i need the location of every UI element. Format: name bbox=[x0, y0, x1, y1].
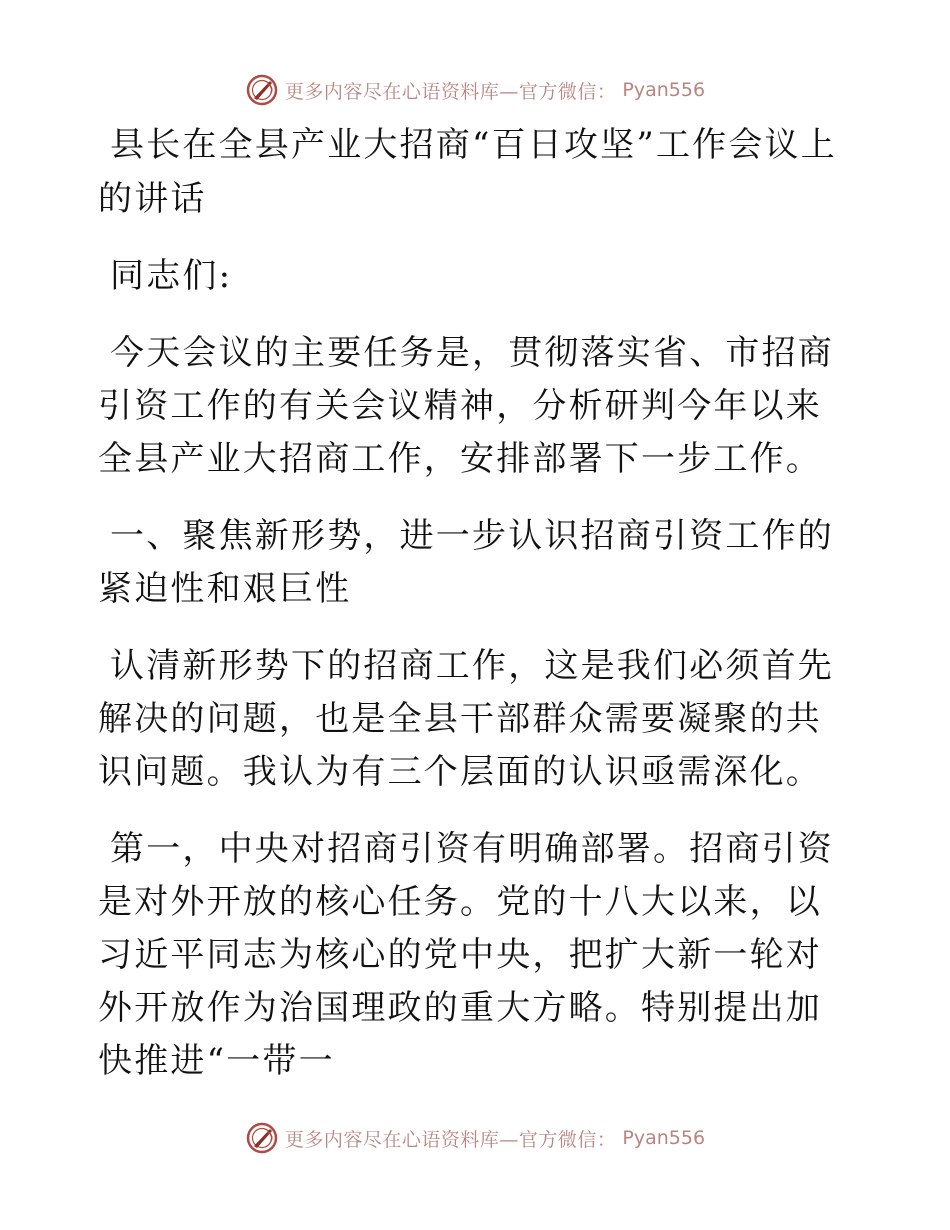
watermark-text: 更多内容尽在心语资料库—官方微信： bbox=[284, 80, 617, 103]
watermark-wechat-handle: Pyan556 bbox=[622, 79, 706, 101]
salutation: 同志们: bbox=[110, 256, 233, 296]
document-title: 县长在全县产业大招商“百日攻坚”工作会议上的讲话 bbox=[98, 125, 837, 219]
watermark-text: 更多内容尽在心语资料库—官方微信： bbox=[284, 1128, 617, 1151]
paragraph-intro: 今天会议的主要任务是，贯彻落实省、市招商引资工作的有关会议精神，分析研判今年以来全县产业大招商工作，安排部署下一步工作。 bbox=[98, 333, 834, 479]
header-watermark-banner bbox=[0, 70, 950, 110]
section-heading-1: 一、聚焦新形势，进一步认识招商引资工作的紧迫性和艰巨性 bbox=[98, 516, 834, 609]
footer-watermark-banner bbox=[0, 1118, 950, 1158]
watermark-wechat-handle: Pyan556 bbox=[622, 1127, 706, 1149]
paragraph-first-point: 第一，中央对招商引资有明确部署。招商引资是对外开放的核心任务。党的十八大以来，以习近平同志为核心的党中央，把扩大新一轮对外开放作为治国理政的重大方略。特别提出加快推进“一带一 bbox=[98, 829, 834, 1081]
document-body bbox=[98, 118, 858, 1112]
quill-seal-icon bbox=[245, 1121, 279, 1155]
paragraph-new-situation: 认清新形势下的招商工作，这是我们必须首先解决的问题，也是全县干部群众需要凝聚的共识问题。我认为有三个层面的认识亟需深化。 bbox=[98, 646, 834, 792]
quill-seal-icon bbox=[245, 73, 279, 107]
